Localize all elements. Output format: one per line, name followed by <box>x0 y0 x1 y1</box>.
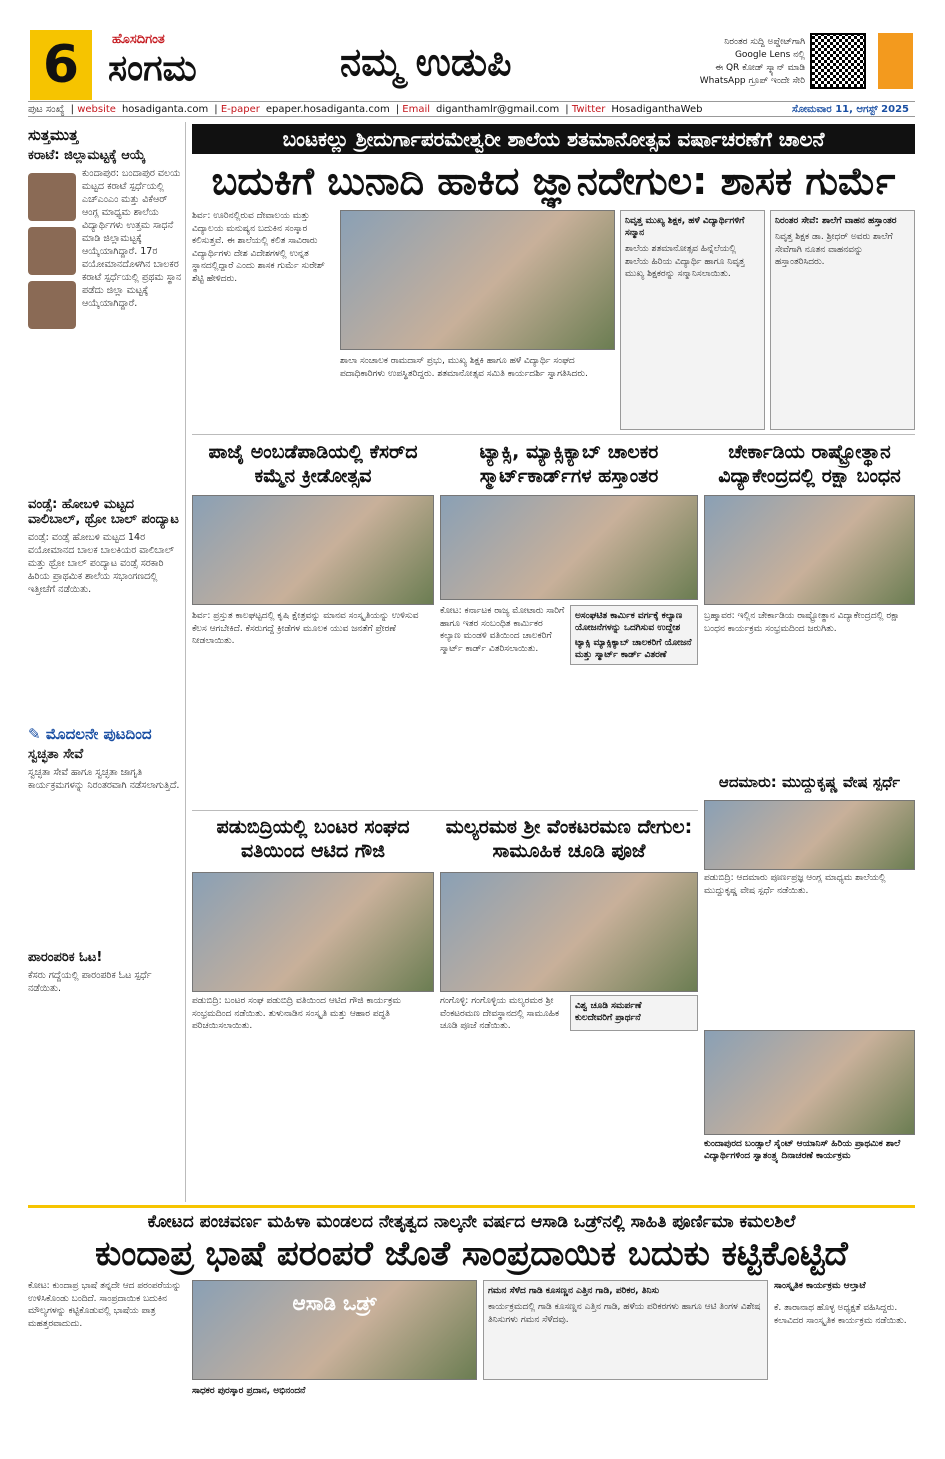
smartcard-headline: ಟ್ಯಾಕ್ಸಿ, ಮ್ಯಾಕ್ಸಿಕ್ಯಾಬ್ ಚಾಲಕರ ಸ್ಮಾರ್ಟ್‌ಕಾರ್ಡ್‌ಗಳ ಹಸ್ತಾಂತರ <box>479 441 659 487</box>
page-number: 6 <box>30 30 92 100</box>
rakshabandhan-photo <box>704 495 915 605</box>
lead-photo <box>340 210 615 350</box>
lead-sidebox-b: ನಿರಂತರ ಸೇವೆ: ಶಾಲೆಗೆ ವಾಹನ ಹಸ್ತಾಂತರ ನಿವೃತ್ತ ಶಿಕ್ಷಕ ಡಾ. ಶ್ರೀಧರ್ ಅವರು ಶಾಲೆಗೆ ಸೇವೆಗಾಗಿ ನೂತನ ವಾಹನವನ್ನು ಹಸ್ತಾಂತರಿಸಿದರು. <box>770 210 915 430</box>
padubidri-photo <box>192 872 434 992</box>
bottom-headline: ಕುಂದಾಪ್ರ ಭಾಷೆ ಪರಂಪರೆ ಜೊತೆ ಸಾಂಪ್ರದಾಯಿಕ ಬದುಕು ಕಟ್ಟಿಕೊಟ್ಟಿದೆ <box>95 1234 848 1274</box>
student-photo <box>28 173 76 221</box>
padubidri-body: ಪಡುಬಿದ್ರಿ: ಬಂಟರ ಸಂಘ ಪಡುಬಿದ್ರಿ ವತಿಯಿಂದ ಆಟಿದ ಗೌಜಿ ಕಾರ್ಯಕ್ರಮ ಸಂಭ್ರಮದಿಂದ ನಡೆಯಿತು. ತುಳುನಾಡಿನ ಸಂಸ್ಕೃತಿ ಮತ್ತು ಆಹಾರ ಪದ್ಧತಿ ಪರಿಚಯಿಸಲಾಯಿತು. <box>192 996 401 1031</box>
volleyball-headline: ವಂಡ್ಸೆ: ಹೋಬಳಿ ಮಟ್ಟದ ವಾಲಿಬಾಲ್, ಥ್ರೋ ಬಾಲ್ ಪಂದ್ಯಾಟ <box>28 497 179 527</box>
bottom-subhead: ಸಾಧಕರ ಪುರಸ್ಕಾರ ಪ್ರದಾನ, ಅಭಿನಂದನೆ <box>192 1386 306 1396</box>
qr-promo-text: ನಿರಂತರ ಸುದ್ದಿ ಅಪ್ಡೇಟ್‌ಗಾಗಿ Google Lens ನಲ್ಲಿ ಈ QR ಕೋಡ್ ಸ್ಕ್ಯಾನ್ ಮಾಡಿ WhatsApp ಗ್ರೂಪ್ ಇಂದೇ ಸೇರಿ <box>699 37 805 86</box>
divider <box>192 810 698 811</box>
padubidri-headline: ಪಡುಬಿದ್ರಿಯಲ್ಲಿ ಬಂಟರ ಸಂಘದ ವತಿಯಿಂದ ಆಟಿದ ಗೌಜಿ <box>216 816 410 862</box>
smartcard-photo <box>440 495 698 600</box>
smartcard-body: ಕೋಟ: ಕರ್ನಾಟಕ ರಾಜ್ಯ ಮೋಟಾರು ಸಾರಿಗೆ ಹಾಗೂ ಇತರ ಸಂಬಂಧಿತ ಕಾರ್ಮಿಕರ ಕಲ್ಯಾಣ ಮಂಡಳಿ ವತಿಯಿಂದ ಚಾಲಕರಿಗೆ ಸ್ಮಾರ್ಟ್ ಕಾರ್ಡ್ ವಿತರಿಸಲಾಯಿತು. <box>440 606 565 654</box>
volleyball-body: ವಂಡ್ಸೆ: ವಂಡ್ಸೆ ಹೋಬಳಿ ಮಟ್ಟದ 14ರ ವಯೋಮಾನದ ಬಾಲಕ ಬಾಲಕಿಯರ ವಾಲಿಬಾಲ್ ಮತ್ತು ಥ್ರೋ ಬಾಲ್ ಪಂದ್ಯಾಟ ವಂಡ್ಸೆ ಸರಕಾರಿ ಹಿರಿಯ ಪ್ರಾಥಮಿಕ ಶಾಲೆಯ ಸಭಾಂಗಣದಲ್ಲಿ ಇತ್ತೀಚೆಗೆ ನಡೆಯಿತು. <box>28 532 174 595</box>
masthead <box>0 0 945 100</box>
smartcard-bullets: ಅಸಂಘಟಿತ ಕಾರ್ಮಿಕ ವರ್ಗಕ್ಕೆ ಕಲ್ಯಾಣ ಯೋಜನೆಗಳನ್ನು ಒದಗಿಸುವ ಉದ್ದೇಶ ಟ್ಯಾಕ್ಸಿ ಮ್ಯಾಕ್ಸಿಕ್ಯಾಬ್ ಚಾಲಕರಿಗೆ ಯೋಜನೆ ಮತ್ತು ಸ್ಮಾರ್ಟ್ ಕಾರ್ಡ್ ವಿತರಣೆ <box>570 605 698 665</box>
ambade-photo <box>192 495 434 605</box>
bottom-box: ಗಮನ ಸೆಳೆದ ಗಾಡಿ ಕೂಸಣ್ಣನ ಎತ್ತಿನ ಗಾಡಿ, ಪರಿಕರ, ತಿನಿಸು ಕಾರ್ಯಕ್ರಮದಲ್ಲಿ ಗಾಡಿ ಕೂಸಣ್ಣನ ಎತ್ತಿನ ಗಾಡಿ, ಹಳೆಯ ಪರಿಕರಗಳು ಹಾಗೂ ಆಟಿ ತಿಂಗಳ ವಿಶೇಷ ತಿನಿಸುಗಳು ಗಮನ ಸೆಳೆದವು. <box>483 1280 768 1380</box>
edition-title: ನಮ್ಮ ಉಡುಪಿ <box>340 40 512 84</box>
section-title: ಸುತ್ತಮುತ್ತ <box>28 126 79 144</box>
info-bar: ಪುಟ ಸಂಖ್ಯೆ | website hosadiganta.com | E-paper epaper.hosadiganta.com | Email diganthamlr@gmail.com | Twitter HosadiganthaWeb ಸೋಮವಾರ 11, ಆಗಸ್ಟ್ 2025 <box>28 101 915 117</box>
asadi-photo <box>192 1280 477 1380</box>
student-photo <box>28 281 76 329</box>
cleanliness-body: ಸ್ವಚ್ಛತಾ ಸೇವೆ ಹಾಗೂ ಸ್ವಚ್ಛತಾ ಜಾಗೃತಿ ಕಾರ್ಯಕ್ರಮಗಳನ್ನು ನಿರಂತರವಾಗಿ ನಡೆಸಲಾಗುತ್ತಿದೆ. <box>28 767 180 791</box>
malyarmath-body: ಗಂಗೊಳ್ಳಿ: ಗಂಗೊಳ್ಳಿಯ ಮಲ್ಯರಮಠ ಶ್ರೀ ವೆಂಕಟರಮಣ ದೇವಸ್ಥಾನದಲ್ಲಿ ಸಾಮೂಹಿಕ ಚೂಡಿ ಪೂಜೆ ನಡೆಯಿತು. <box>440 996 559 1031</box>
karate-body: ಕುಂದಾಪುರ: ಬಂದಾಪುರ ವಲಯ ಮಟ್ಟದ ಕರಾಟೆ ಸ್ಪರ್ಧೆಯಲ್ಲಿ ಎಚ್‌ಎಂಎಂ ಮತ್ತು ವಿಕೆಆರ್ ಆಂಗ್ಲ ಮಾಧ್ಯಮ ಶಾಲೆಯ ವಿದ್ಯಾರ್ಥಿಗಳು ಉತ್ತಮ ಸಾಧನೆ ಮಾಡಿ ಜಿಲ್ಲಾಮಟ್ಟಕ್ಕೆ ಆಯ್ಕೆಯಾಗಿದ್ದಾರೆ. 17ರ ವಯೋಮಾನದೊಳಗಿನ ಬಾಲಕರ ಕರಾಟೆ ಸ್ಪರ್ಧೆಯಲ್ಲಿ ಪ್ರಥಮ ಸ್ಥಾನ ಪಡೆದು ಜಿಲ್ಲಾ ಮಟ್ಟಕ್ಕೆ ಆಯ್ಕೆಯಾಗಿದ್ದಾರೆ. <box>82 168 182 309</box>
lead-banner: ಬಂಟಕಲ್ಲು ಶ್ರೀದುರ್ಗಾಪರಮೇಶ್ವರೀ ಶಾಲೆಯ ಶತಮಾನೋತ್ಸವ ವರ್ಷಾಚರಣೆಗೆ ಚಾಲನೆ <box>192 124 915 154</box>
school-photo <box>704 1030 915 1135</box>
race-headline: ಪಾರಂಪರಿಕ ಓಟ! <box>28 950 103 965</box>
qr-code-icon[interactable] <box>810 33 866 89</box>
ambade-headline: ಪಾಜೈ ಅಂಬಡೆಪಾಡಿಯಲ್ಲಿ ಕೆಸರ್‌ದ ಕಮ್ಮೆನ ಕ್ರೀಡೋತ್ಸವ <box>208 441 418 487</box>
lead-body-mid: ಶಾಲಾ ಸಂಚಾಲಕ ರಾಮದಾಸ್ ಪ್ರಭು, ಮುಖ್ಯ ಶಿಕ್ಷಕಿ ಹಾಗೂ ಹಳೆ ವಿದ್ಯಾರ್ಥಿ ಸಂಘದ ಪದಾಧಿಕಾರಿಗಳು ಉಪಸ್ಥಿತರಿದ್ದರು. ಶತಮಾನೋತ್ಸವ ಸಮಿತಿ ಕಾರ್ಯದರ್ಶಿ ಸ್ವಾಗತಿಸಿದರು. <box>340 356 588 379</box>
malyarmath-bullets: ವಿಶ್ವ ಚೂಡಿ ಸಮರ್ಪಣೆ ಕುಲದೇವರಿಗೆ ಪ್ರಾರ್ಥನೆ <box>570 995 698 1031</box>
newspaper-name: ಹೊಸದಿಗಂತ <box>112 32 165 47</box>
asadi-photo-label: ಆಸಾಡಿ ಒಡ್ರ್ <box>292 1291 377 1315</box>
pen-icon: ✎ <box>28 725 41 743</box>
ambade-body: ಶಿರ್ವ: ಪ್ರಸ್ತುತ ಕಾಲಘಟ್ಟದಲ್ಲಿ ಕೃಷಿ ಕ್ಷೇತ್ರವನ್ನು ಮಾನವ ಸಂಸ್ಕೃತಿಯನ್ನು ಉಳಿಸುವ ಕೆಲಸ ಆಗಬೇಕಿದೆ. ಕೆಸರುಗದ್ದೆ ಕ್ರೀಡೆಗಳ ಮೂಲಕ ಯುವ ಜನತೆಗೆ ಪ್ರೇರಣೆ ನೀಡಲಾಯಿತು. <box>192 611 419 646</box>
decorative-block <box>878 33 913 89</box>
email-link[interactable]: diganthamlr@gmail.com <box>436 104 560 115</box>
karate-headline: ಕರಾಟೆ: ಜಿಲ್ಲಾಮಟ್ಟಕ್ಕೆ ಆಯ್ಕೆ <box>28 148 146 163</box>
first-page-continuation: ✎ ಮೊದಲನೇ ಪುಟದಿಂದ <box>28 725 152 743</box>
website-link[interactable]: hosadiganta.com <box>121 104 209 115</box>
krishna-body: ಪಡುಬಿದ್ರಿ: ಆದಮಾರು ಪೂರ್ಣಪ್ರಜ್ಞ ಆಂಗ್ಲ ಮಾಧ್ಯಮ ಶಾಲೆಯಲ್ಲಿ ಮುದ್ದುಕೃಷ್ಣ ವೇಷ ಸ್ಪರ್ಧೆ ನಡೆಯಿತು. <box>704 873 886 896</box>
rakshabandhan-body: ಬ್ರಹ್ಮಾವರ: ಇಲ್ಲಿನ ಚೇರ್ಕಾಡಿಯ ರಾಷ್ಟ್ರೋತ್ಥಾನ ವಿದ್ಯಾಕೇಂದ್ರದಲ್ಲಿ ರಕ್ಷಾ ಬಂಧನ ಕಾರ್ಯಕ್ರಮ ಸಂಭ್ರಮದಿಂದ ಜರುಗಿತು. <box>704 611 900 634</box>
epaper-link[interactable]: epaper.hosadiganta.com <box>265 104 390 115</box>
race-body: ಕೆಸರು ಗದ್ದೆಯಲ್ಲಿ ಪಾರಂಪರಿಕ ಓಟ ಸ್ಪರ್ಧೆ ನಡೆಯಿತು. <box>28 970 152 994</box>
krishna-headline: ಆದಮಾರು: ಮುದ್ದುಕೃಷ್ಣ ವೇಷ ಸ್ಪರ್ಧೆ <box>718 773 901 791</box>
lead-body-left: ಶಿರ್ವ: ಊರಿನಲ್ಲಿರುವ ದೇವಾಲಯ ಮತ್ತು ವಿದ್ಯಾಲಯ ಮನುಷ್ಯನ ಬದುಕಿನ ಸಂಸ್ಕಾರ ಕಲಿಸುತ್ತವೆ. ಈ ಶಾಲೆಯಲ್ಲಿ ಕಲಿತ ಸಾವಿರಾರು ವಿದ್ಯಾರ್ಥಿಗಳು ದೇಶ ವಿದೇಶಗಳಲ್ಲಿ ಉನ್ನತ ಸ್ಥಾನದಲ್ಲಿದ್ದಾರೆ ಎಂದು ಶಾಸಕ ಗುರ್ಮೆ ಸುರೇಶ್ ಶೆಟ್ಟಿ ಹೇಳಿದರು. <box>192 211 325 284</box>
student-photos <box>28 173 76 341</box>
malyarmath-photo <box>440 872 698 992</box>
issue-date: ಸೋಮವಾರ 11, ಆಗಸ್ಟ್ 2025 <box>792 104 909 115</box>
divider <box>192 434 915 435</box>
bottom-right-subhead: ಸಾಂಸ್ಕೃತಿಕ ಕಾರ್ಯಕ್ರಮ ಆಲ್ತಾಟೆ <box>774 1281 866 1291</box>
sidebar-column <box>28 122 186 1202</box>
lead-headline: ಬದುಕಿಗೆ ಬುನಾದಿ ಹಾಕಿದ ಜ್ಞಾನದೇಗುಲ: ಶಾಸಕ ಗುರ್ಮೆ <box>211 159 896 203</box>
supplement-title: ಸಂಗಮ <box>108 48 197 89</box>
school-caption: ಕುಂದಾಪುರದ ಬಂಡ್ಸಾಲೆ ಸೈಂಟ್ ಆಯಾನಿಸ್ ಹಿರಿಯ ಪ್ರಾಥಮಿಕ ಶಾಲೆ ವಿದ್ಯಾರ್ಥಿಗಳಿಂದ ಸ್ವಾತಂತ್ರ್ಯ ದಿನಾಚರಣೆ ಕಾರ್ಯಕ್ರಮ <box>704 1139 901 1161</box>
malyarmath-headline: ಮಲ್ಯರಮಠ ಶ್ರೀ ವೆಂಕಟರಮಣ ದೇಗುಲ: ಸಾಮೂಹಿಕ ಚೂಡಿ ಪೂಜೆ <box>445 816 693 862</box>
rakshabandhan-headline: ಚೇರ್ಕಾಡಿಯ ರಾಷ್ಟ್ರೋತ್ಥಾನ ವಿದ್ಯಾಕೇಂದ್ರದಲ್ಲಿ ರಕ್ಷಾ ಬಂಧನ <box>718 441 901 487</box>
lead-sidebox-a: ನಿವೃತ್ತ ಮುಖ್ಯ ಶಿಕ್ಷಕ, ಹಳೆ ವಿದ್ಯಾರ್ಥಿಗಳಿಗೆ ಸನ್ಮಾನ ಶಾಲೆಯ ಶತಮಾನೋತ್ಸವ ಹಿನ್ನೆಲೆಯಲ್ಲಿ ಶಾಲೆಯ ಹಿರಿಯ ವಿದ್ಯಾರ್ಥಿ ಹಾಗೂ ನಿವೃತ್ತ ಮುಖ್ಯ ಶಿಕ್ಷಕರನ್ನು ಸನ್ಮಾನಿಸಲಾಯಿತು. <box>620 210 765 430</box>
bottom-body-right: ಕೆ. ತಾರಾನಾಥ ಹೊಳ್ಳ ಅಧ್ಯಕ್ಷತೆ ವಹಿಸಿದ್ದರು. ಕಲಾವಿದರ ಸಾಂಸ್ಕೃತಿಕ ಕಾರ್ಯಕ್ರಮ ನಡೆಯಿತು. <box>774 1303 907 1326</box>
cleanliness-headline: ಸ್ವಚ್ಛತಾ ಸೇವೆ <box>28 747 84 762</box>
student-photo <box>28 227 76 275</box>
krishna-photo <box>704 800 915 870</box>
bottom-banner: ಕೋಟದ ಪಂಚವರ್ಣ ಮಹಿಳಾ ಮಂಡಲದ ನೇತೃತ್ವದ ನಾಲ್ಕನೇ ವರ್ಷದ ಆಸಾಡಿ ಒಡ್ರ್‌ನಲ್ಲಿ ಸಾಹಿತಿ ಪೂರ್ಣಿಮಾ ಕಮಲಶಿಲೆ <box>28 1205 915 1233</box>
bottom-body-left: ಕೋಟ: ಕುಂದಾಪ್ರ ಭಾಷೆ ತನ್ನದೇ ಆದ ಪರಂಪರೆಯನ್ನು ಉಳಿಸಿಕೊಂಡು ಬಂದಿದೆ. ಸಾಂಪ್ರದಾಯಿಕ ಬದುಕಿನ ಮೌಲ್ಯಗಳನ್ನು ಕಟ್ಟಿಕೊಡುವಲ್ಲಿ ಭಾಷೆಯ ಪಾತ್ರ ಮಹತ್ತರವಾದುದು. <box>28 1281 182 1329</box>
twitter-link[interactable]: HosadiganthaWeb <box>611 104 703 115</box>
